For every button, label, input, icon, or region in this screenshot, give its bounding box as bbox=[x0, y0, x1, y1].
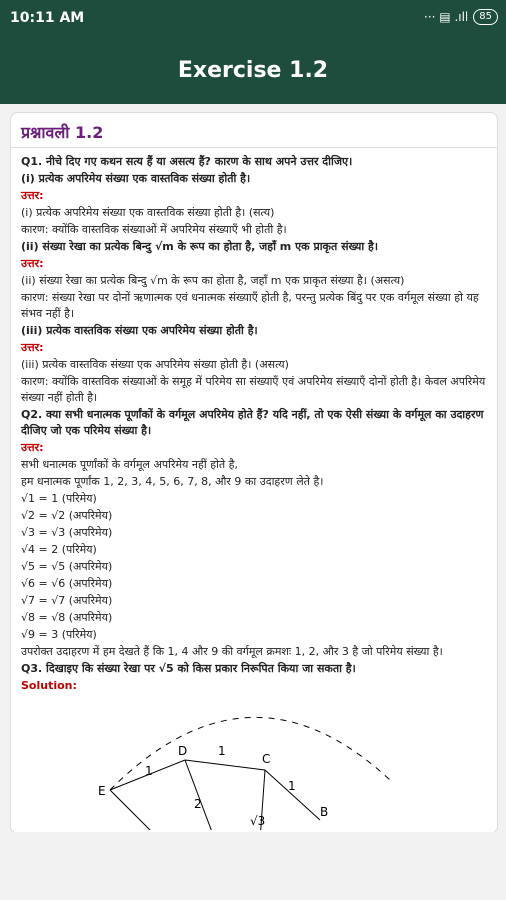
signal-icons: ··· ▤ .ıll bbox=[424, 10, 469, 24]
content-line: (iii) प्रत्येक वास्तविक संख्या एक अपरिमेय संख्या होती है। (असत्य) bbox=[21, 358, 289, 371]
content-line: √9 = 3 (परिमेय) bbox=[21, 628, 97, 641]
label-1a: 1 bbox=[145, 764, 153, 778]
label-e: E bbox=[98, 784, 106, 798]
label-root3: √3 bbox=[250, 814, 266, 828]
label-b: B bbox=[320, 805, 329, 819]
label-c: C bbox=[262, 752, 271, 766]
content-line: उपरोक्त उदाहरण में हम देखते हैं कि 1, 4 और 9 की वर्गमूल क्रमशः 1, 2, और 3 है जो परिमेय संख्या है। bbox=[21, 645, 443, 658]
content-line: (i) प्रत्येक अपरिमेय संख्या एक वास्तविक संख्या होती है। (सत्य) bbox=[21, 206, 275, 219]
card-header bbox=[11, 113, 497, 148]
content-line: सभी धनात्मक पूर्णांकों के वर्गमूल अपरिमेय नहीं होते है, bbox=[21, 458, 239, 471]
content-line: उत्तर: bbox=[21, 189, 44, 202]
content-line: उत्तर: bbox=[21, 257, 44, 270]
status-icons bbox=[424, 9, 498, 25]
content-line: Q3. दिखाइए कि संख्या रेखा पर √5 को किस प्रकार निरूपित किया जा सकता है। bbox=[21, 662, 356, 675]
content-line: Q1. नीचे दिए गए कथन सत्य हैं या असत्य हैं? कारण के साथ अपने उत्तर दीजिए। bbox=[21, 155, 353, 168]
content-line: कारण: क्योंकि वास्तविक संख्याओं में अपरिमेय संख्याएँ भी होती है। bbox=[21, 223, 287, 236]
content-line: उत्तर: bbox=[21, 441, 44, 454]
content-line: (i) प्रत्येक अपरिमेय संख्या एक वास्तविक संख्या होती है। bbox=[21, 172, 251, 185]
content-line: (ii) संख्या रेखा का प्रत्येक बिन्दु √m के रूप का होता है, जहाँ m एक प्राकृत संख्या है। (असत्य) bbox=[21, 274, 405, 287]
content-line: √1 = 1 (परिमेय) bbox=[21, 492, 97, 505]
label-2: 2 bbox=[194, 797, 202, 811]
content-line: √2 = √2 (अपरिमेय) bbox=[21, 509, 113, 522]
bottom-area bbox=[0, 832, 506, 900]
content-line: (ii) संख्या रेखा का प्रत्येक बिन्दु √m के रूप का होता है, जहाँ m एक प्राकृत संख्या है। bbox=[21, 240, 379, 253]
content-line: √8 = √8 (अपरिमेय) bbox=[21, 611, 113, 624]
content-line: कारण: क्योंकि वास्तविक संख्याओं के समूह में परिमेय सा संख्याएँ एवं अपरिमेय संख्याएँ दोनों होती है। केवल अपरिमेय संख्या नहीं होती है। bbox=[21, 375, 486, 404]
content-line: Solution: bbox=[21, 679, 77, 692]
content-line: √4 = 2 (परिमेय) bbox=[21, 543, 97, 556]
content-line: √7 = √7 (अपरिमेय) bbox=[21, 594, 113, 607]
status-bar bbox=[0, 0, 506, 38]
label-1c: 1 bbox=[288, 779, 296, 793]
label-1b: 1 bbox=[218, 744, 226, 758]
content-line: √3 = √3 (अपरिमेय) bbox=[21, 526, 113, 539]
content-line: √5 = √5 (अपरिमेय) bbox=[21, 560, 113, 573]
content-line: Q2. क्या सभी धनात्मक पूर्णांकों के वर्गमूल अपरिमेय होते हैं? यदि नहीं, तो एक ऐसी संख्या के वर्गमूल का उदाहरण दीजिए जो एक परिमेय संख्या है। bbox=[21, 408, 484, 437]
battery-icon: 85 bbox=[473, 9, 498, 25]
geometry-diagram bbox=[90, 630, 410, 830]
content-line: (iii) प्रत्येक वास्तविक संख्या एक अपरिमेय संख्या होती है। bbox=[21, 324, 258, 337]
page-title: Exercise 1.2 bbox=[177, 58, 329, 83]
content-line: उत्तर: bbox=[21, 341, 44, 354]
exercise-content bbox=[11, 148, 497, 694]
app-bar bbox=[0, 38, 506, 104]
status-time: 10:11 AM bbox=[10, 10, 85, 26]
card-title: प्रश्नावली 1.2 bbox=[21, 123, 104, 142]
label-d: D bbox=[178, 744, 188, 758]
content-line: √6 = √6 (अपरिमेय) bbox=[21, 577, 113, 590]
content-line: हम धनात्मक पूर्णांक 1, 2, 3, 4, 5, 6, 7, 8, और 9 का उदाहरण लेते है। bbox=[21, 475, 324, 488]
content-line: कारण: संख्या रेखा पर दोनों ऋणात्मक एवं धनात्मक संख्याएँ होती है, परन्तु प्रत्येक बिंदु पर एक वर्गमूल संख्या हो यह संभव नहीं है। bbox=[21, 291, 479, 320]
